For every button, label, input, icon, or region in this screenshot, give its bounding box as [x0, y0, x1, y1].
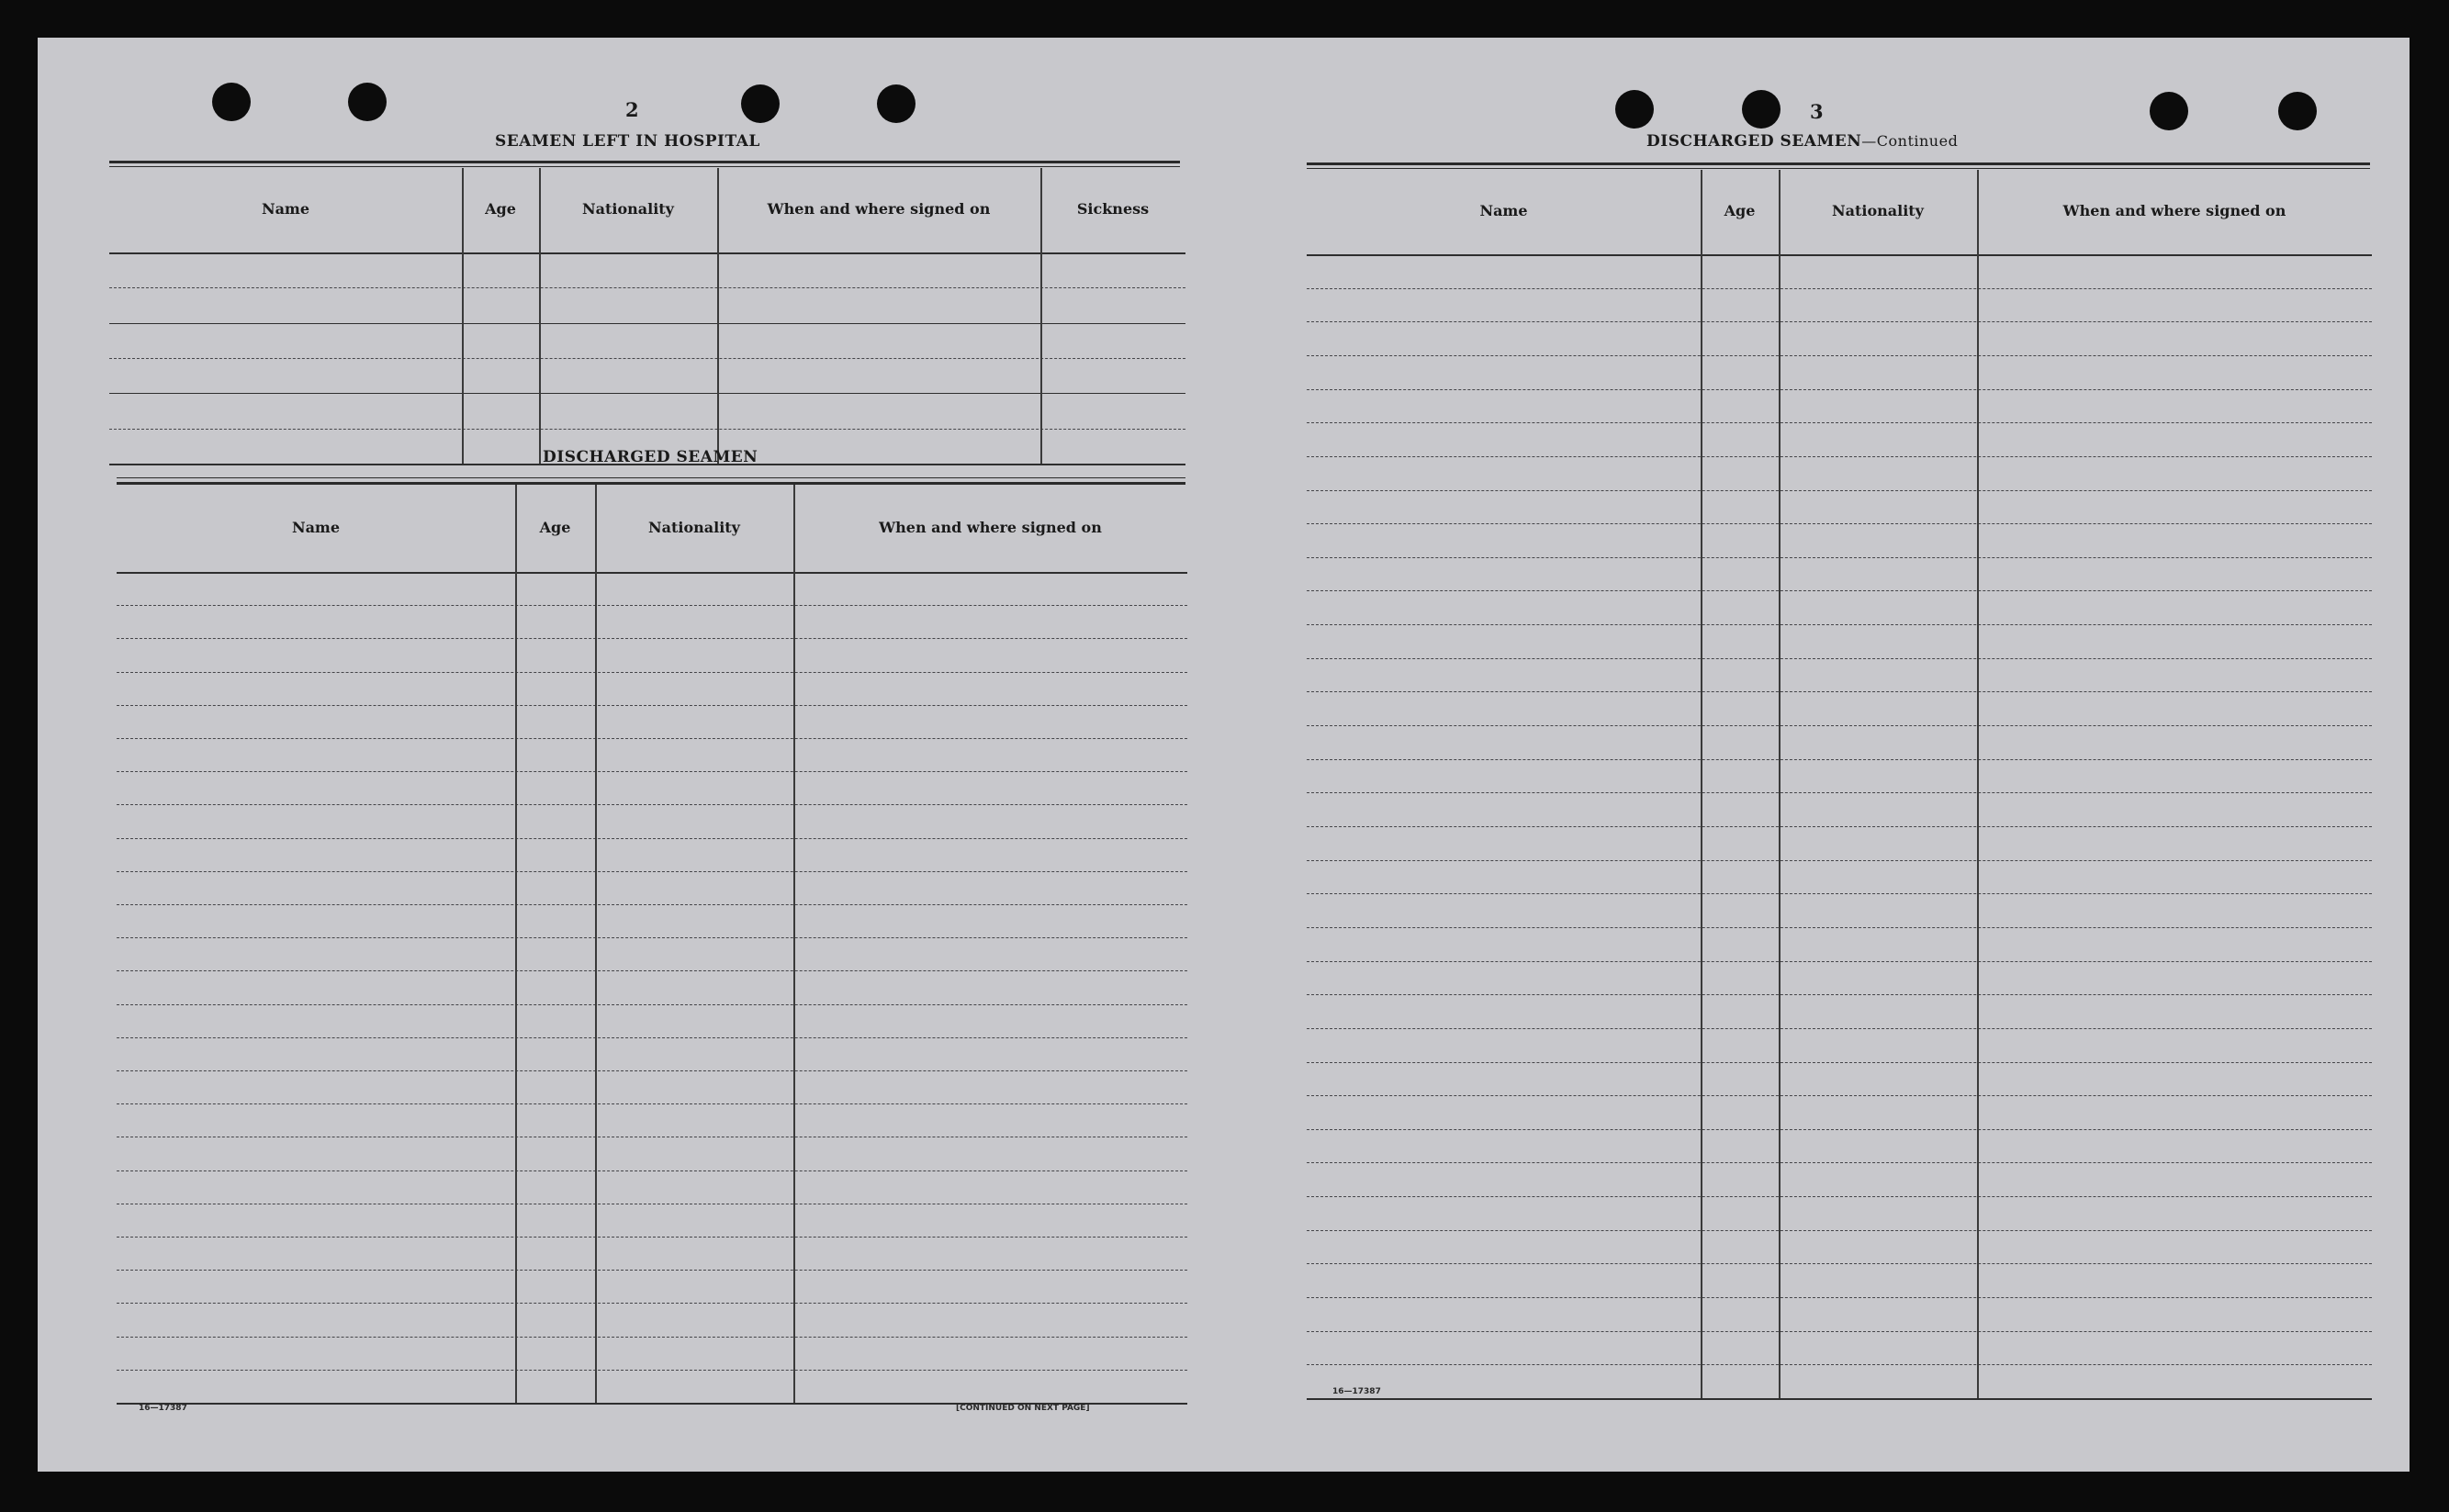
- continued-top-rule-2: [1307, 168, 2370, 169]
- column-divider: [462, 168, 464, 464]
- column-divider: [1977, 170, 1979, 1398]
- punch-hole: [1742, 90, 1781, 129]
- table-row[interactable]: [117, 771, 1187, 772]
- table-row[interactable]: [1307, 927, 2372, 928]
- table-row[interactable]: [1307, 1297, 2372, 1298]
- table-row[interactable]: [117, 1370, 1187, 1371]
- header-divider: [1307, 254, 2372, 256]
- table-row[interactable]: [1307, 691, 2372, 692]
- table-row[interactable]: [117, 970, 1187, 971]
- table-row[interactable]: [117, 1037, 1187, 1038]
- column-header-name: Name: [1479, 202, 1528, 219]
- table-row[interactable]: [1307, 725, 2372, 726]
- continued-top-rule: [1307, 162, 2370, 165]
- punch-hole: [2278, 92, 2317, 130]
- table-row[interactable]: [1307, 624, 2372, 625]
- hospital-top-rule-2: [109, 166, 1180, 167]
- hospital-section-title: SEAMEN LEFT IN HOSPITAL: [495, 132, 760, 151]
- header-divider: [117, 572, 1187, 574]
- column-header-nationality: Nationality: [648, 518, 740, 536]
- table-row[interactable]: [117, 1103, 1187, 1104]
- table-row[interactable]: [1307, 961, 2372, 962]
- punch-hole: [741, 84, 780, 123]
- table-row[interactable]: [117, 1004, 1187, 1005]
- table-row[interactable]: [1307, 1398, 2372, 1400]
- punch-hole: [877, 84, 916, 123]
- discharged-top-rule: [117, 477, 1185, 478]
- table-row[interactable]: [1307, 826, 2372, 827]
- table-row[interactable]: [1307, 389, 2372, 390]
- table-row[interactable]: [117, 904, 1187, 905]
- table-row[interactable]: [1307, 1230, 2372, 1231]
- hospital-top-rule: [109, 161, 1180, 163]
- table-row[interactable]: [117, 1303, 1187, 1304]
- table-row[interactable]: [1307, 456, 2372, 457]
- table-row[interactable]: [1307, 1062, 2372, 1063]
- column-header-when-and-where-signed-on: When and where signed on: [879, 518, 1102, 536]
- punch-hole: [212, 83, 251, 121]
- left-page-number: 2: [625, 98, 639, 121]
- table-row[interactable]: [1307, 860, 2372, 861]
- table-row[interactable]: [1307, 490, 2372, 491]
- table-row[interactable]: [117, 1237, 1187, 1238]
- table-row[interactable]: [117, 705, 1187, 706]
- right-form-number: 16—17387: [1332, 1387, 1381, 1396]
- table-row[interactable]: [1307, 759, 2372, 760]
- table-row[interactable]: [1307, 1331, 2372, 1332]
- continued-title-suffix: —Continued: [1861, 132, 1959, 150]
- table-row[interactable]: [117, 1170, 1187, 1171]
- table-row[interactable]: [1307, 288, 2372, 289]
- table-row[interactable]: [117, 804, 1187, 805]
- column-header-age: Age: [485, 200, 516, 218]
- table-row[interactable]: [1307, 1196, 2372, 1197]
- right-page-number: 3: [1810, 100, 1824, 123]
- table-row[interactable]: [109, 393, 1185, 394]
- table-row[interactable]: [117, 672, 1187, 673]
- column-divider: [595, 485, 597, 1403]
- column-divider: [1779, 170, 1781, 1398]
- table-row[interactable]: [117, 871, 1187, 872]
- table-row[interactable]: [1307, 1095, 2372, 1096]
- table-row[interactable]: [117, 838, 1187, 839]
- table-row[interactable]: [117, 1270, 1187, 1271]
- left-form-number: 16—17387: [139, 1404, 187, 1413]
- discharged-table: [117, 485, 1187, 1403]
- table-row[interactable]: [1307, 1028, 2372, 1029]
- table-row[interactable]: [117, 937, 1187, 938]
- column-header-age: Age: [1724, 202, 1756, 219]
- column-divider: [515, 485, 517, 1403]
- table-row[interactable]: [1307, 321, 2372, 322]
- table-row[interactable]: [109, 358, 1185, 359]
- table-row[interactable]: [109, 429, 1185, 430]
- table-row[interactable]: [109, 323, 1185, 324]
- table-row[interactable]: [1307, 792, 2372, 793]
- table-row[interactable]: [1307, 994, 2372, 995]
- table-row[interactable]: [117, 738, 1187, 739]
- continued-title-main: DISCHARGED SEAMEN: [1646, 132, 1862, 151]
- table-row[interactable]: [109, 287, 1185, 288]
- punch-hole: [348, 83, 387, 121]
- table-row[interactable]: [1307, 557, 2372, 558]
- punch-hole: [2150, 92, 2188, 130]
- table-row[interactable]: [1307, 355, 2372, 356]
- column-header-when-and-where-signed-on: When and where signed on: [2062, 202, 2286, 219]
- column-header-age: Age: [539, 518, 571, 536]
- document-sheet: [38, 38, 2410, 1472]
- column-header-name: Name: [291, 518, 341, 536]
- column-header-nationality: Nationality: [1832, 202, 1924, 219]
- table-row[interactable]: [1307, 590, 2372, 591]
- table-row[interactable]: [1307, 893, 2372, 894]
- column-divider: [1040, 168, 1042, 464]
- header-divider: [109, 252, 1185, 254]
- table-row[interactable]: [1307, 1364, 2372, 1365]
- column-header-name: Name: [261, 200, 310, 218]
- continued-section-title: [1646, 132, 1958, 151]
- table-row[interactable]: [1307, 1129, 2372, 1130]
- table-row[interactable]: [1307, 1263, 2372, 1264]
- continued-table: [1307, 170, 2372, 1398]
- table-row[interactable]: [117, 1337, 1187, 1338]
- table-row[interactable]: [117, 638, 1187, 639]
- table-row[interactable]: [1307, 658, 2372, 659]
- punch-hole: [1615, 90, 1654, 129]
- continued-note: [CONTINUED ON NEXT PAGE]: [956, 1404, 1090, 1413]
- table-row[interactable]: [1307, 422, 2372, 423]
- column-divider: [539, 168, 541, 464]
- column-header-sickness: Sickness: [1076, 200, 1150, 218]
- table-row[interactable]: [117, 605, 1187, 606]
- column-divider: [793, 485, 795, 1403]
- column-header-when-and-where-signed-on: When and where signed on: [767, 200, 991, 218]
- table-row[interactable]: [1307, 1162, 2372, 1163]
- column-divider: [717, 168, 719, 464]
- discharged-section-title: DISCHARGED SEAMEN: [543, 448, 758, 466]
- table-row[interactable]: [1307, 523, 2372, 524]
- hospital-table: [109, 168, 1185, 464]
- column-divider: [1701, 170, 1702, 1398]
- column-header-nationality: Nationality: [582, 200, 674, 218]
- table-row[interactable]: [117, 1070, 1187, 1071]
